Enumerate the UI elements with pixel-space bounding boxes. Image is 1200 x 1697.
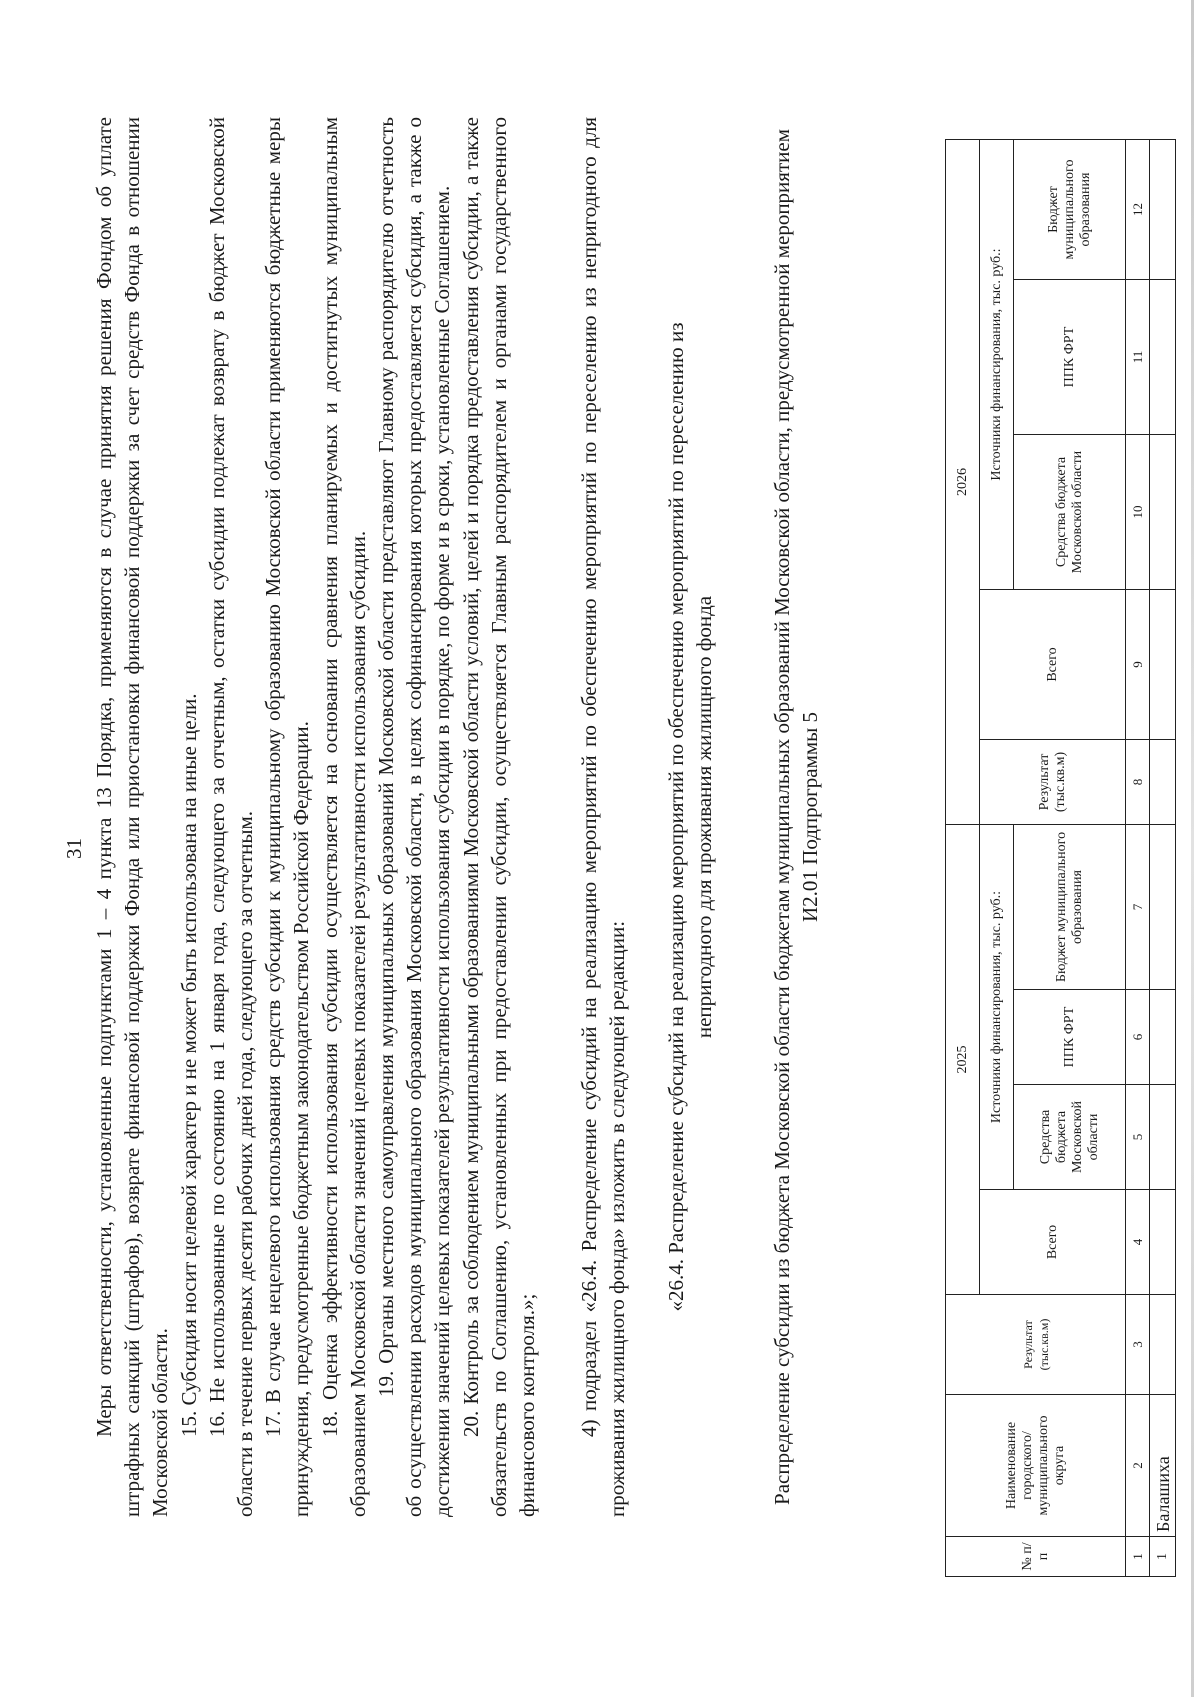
col-num: 1 [1126,1537,1150,1577]
col-num: 9 [1126,590,1150,740]
section-heading-26-4: «26.4. Распределение субсидий на реализацию мероприятий по обеспечению мероприятий по переселению из непригодного для проживания жилищного фонда [663,322,716,1312]
cell-empty [1150,435,1176,590]
paragraph-15: 15. Субсидия носит целевой характер и не может быть использована на иные цели. [176,693,201,1437]
header-regional-2026: Средства бюджета Московской области [1014,435,1126,590]
column-numbers-row [1126,140,1150,1577]
distribution-title: Распределение субсидии из бюджета Московской области бюджетам муниципальных образований Московской области, предусмотренной мероприятием И2.01 Подпрограммы 5 [770,129,823,1505]
col-num: 2 [1126,1395,1150,1537]
header-ppk-2025: ППК ФРТ [1014,990,1126,1085]
header-result: Результат (тыс.кв.м) [946,1295,1126,1395]
document-body [90,117,824,1517]
header-municipal-2025: Бюджет муниципального образования [1014,825,1126,990]
header-year-2025: 2025 [946,825,980,1295]
cell-empty [1150,1295,1176,1395]
header-name: Наименование городского/муниципального округа [946,1395,1126,1537]
paragraph-20: 20. Контроль за соблюдением муниципальными образованиями Московской области условий, целей и порядка предоставления субсидии, а также обязательств по Соглашению, установленных при предоставлении субсидии, осуществляется Главным распорядителем и органами государственного финансового контроля.»; [458,117,540,1517]
header-row-years [946,140,980,1577]
row-name: Балашиха [1150,1395,1176,1537]
col-num: 10 [1126,435,1150,590]
header-regional-2025: Средства бюджета Московской области [1014,1085,1126,1190]
paragraph-19: 19. Органы местного самоуправления муниципальных образований Московской области представляют Главному распорядителю отчетность об осуществлении расходов муниципального образования Московской области, в целях софинансирования которых предоставляется субсидия, а также о достижении значений целевых показателей результативности использования субсидии в порядке, по форме и в сроки, установленные Соглашением. [374,117,455,1517]
cell-empty [1150,740,1176,825]
col-num: 7 [1126,825,1150,990]
header-total-2025: Всего [980,1190,1126,1295]
cell-empty [1150,140,1176,280]
cell-empty [1150,1190,1176,1295]
cell-empty [1150,825,1176,990]
col-num: 3 [1126,1295,1150,1395]
header-year-2026: 2026 [946,140,980,825]
header-result-2026: Результат (тыс.кв.м) [980,740,1126,825]
col-num: 5 [1126,1085,1150,1190]
page-number: 31 [62,838,86,859]
paragraph-18: 18. Оценка эффективности использования субсидии осуществляется на основании сравнения планируемых и достигнутых муниципальным образованием Московской области значений целевых показателей результативности использования субсидии. [317,117,370,1517]
header-municipal-2026: Бюджет муниципального образования [1014,140,1126,280]
header-sources-2026: Источники финансирования, тыс. руб.: [980,140,1014,590]
table-row [1150,140,1176,1577]
col-num: 11 [1126,280,1150,435]
row-no: 1 [1150,1537,1176,1577]
paragraph-subsection-4: 4) подраздел «26.4. Распределение субсидий на реализацию мероприятий по обеспечению мероприятий по переселению из непригодного для проживания жилищного фонда» изложить в следующей редакции: [577,117,630,1517]
col-num: 8 [1126,740,1150,825]
col-num: 12 [1126,140,1150,280]
paragraph-liability: Меры ответственности, установленные подпунктами 1 – 4 пункта 13 Порядка, применяются в случае принятия решения Фондом об уплате штрафных санкций (штрафов), возврате финансовой поддержки Фонда или приостановки финансовой поддержки за счет средств Фонда в отношении Московской области. [92,117,173,1517]
cell-empty [1150,1085,1176,1190]
header-no: № п/п [946,1537,1126,1577]
header-total-2026: Всего [980,590,1126,740]
header-ppk-2026: ППК ФРТ [1014,280,1126,435]
cell-empty [1150,280,1176,435]
subsidy-distribution-table [945,139,1176,1577]
header-sources-2025: Источники финансирования, тыс. руб.: [980,825,1014,1190]
cell-empty [1150,590,1176,740]
col-num: 4 [1126,1190,1150,1295]
cell-empty [1150,990,1176,1085]
paragraph-16: 16. Не использованные по состоянию на 1 января года, следующего за отчетным, остатки субсидии подлежат возврату в бюджет Московской области в течение первых десяти рабочих дней года, следующего за отчетным. [204,117,258,1517]
col-num: 6 [1126,990,1150,1085]
paragraph-17: 17. В случае нецелевого использования средств субсидии к муниципальному образованию Московской области применяются бюджетные меры принуждения, предусмотренные бюджетным законодательством Российской Федерации. [261,117,314,1517]
